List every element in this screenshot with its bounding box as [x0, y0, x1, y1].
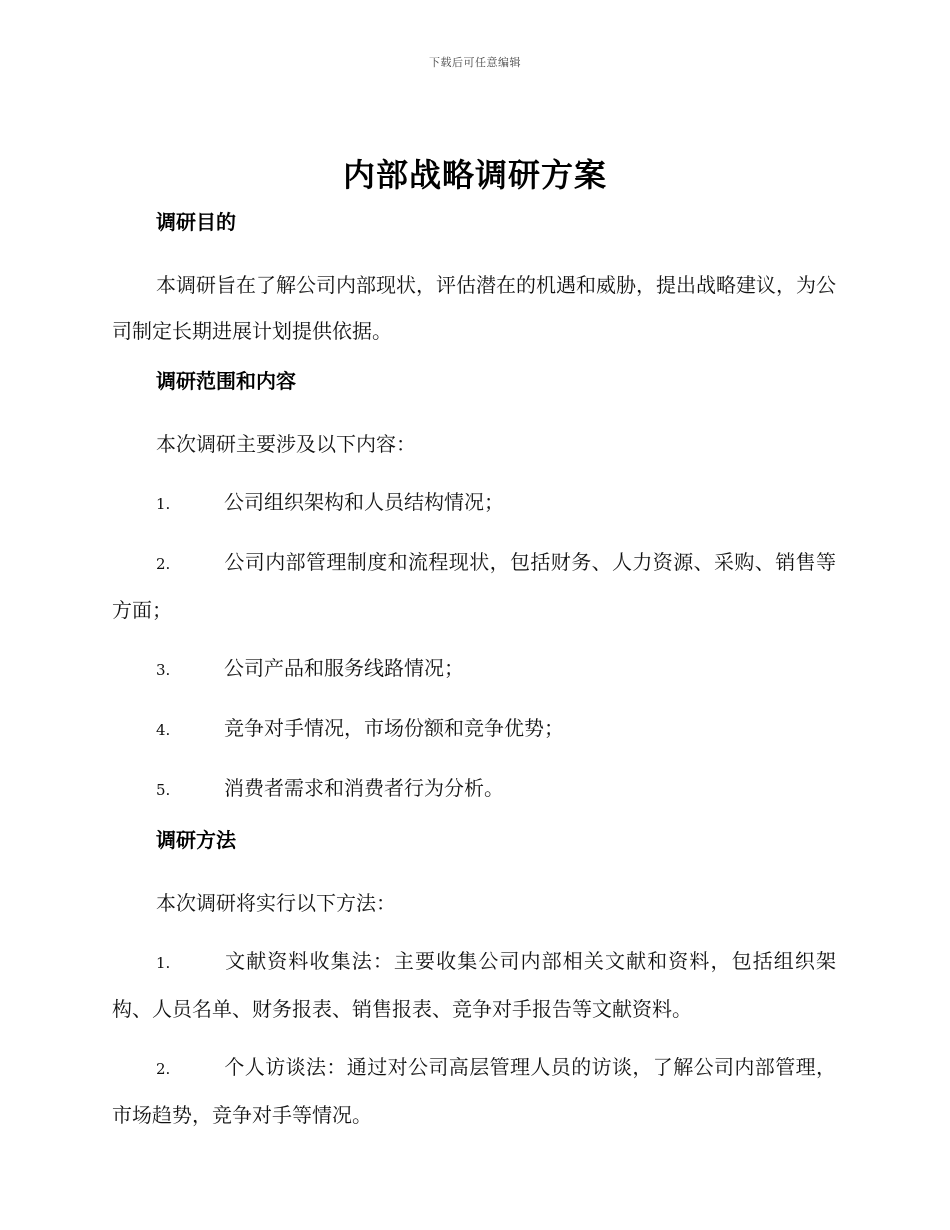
scope-list-item — [112, 645, 836, 693]
section-heading-scope: 调研范围和内容 — [156, 369, 296, 393]
list-number: 4. — [156, 721, 171, 739]
list-text: 个人访谈法：通过对公司高层管理人员的访谈，了解公司内部管理，市场趋势，竞争对手等情况。 — [112, 1055, 836, 1127]
list-text: 公司内部管理制度和流程现状，包括财务、人力资源、采购、销售等方面； — [112, 550, 836, 622]
list-number: 1. — [156, 954, 171, 972]
list-number: 2. — [156, 555, 171, 573]
document-body — [112, 205, 836, 1150]
list-text: 消费者需求和消费者行为分析。 — [224, 776, 504, 800]
list-number: 5. — [156, 781, 171, 799]
list-number: 3. — [156, 661, 171, 679]
method-list-item — [112, 1044, 836, 1138]
scope-intro: 本次调研主要涉及以下内容： — [156, 432, 416, 456]
list-text: 竞争对手情况，市场份额和竞争优势； — [224, 716, 564, 740]
purpose-paragraph: 本调研旨在了解公司内部现状，评估潜在的机遇和威胁，提出战略建议，为公司制定长期进展计划提供依据。 — [112, 273, 836, 343]
list-text: 文献资料收集法：主要收集公司内部相关文献和资料，包括组织架构、人员名单、财务报表、销售报表、竞争对手报告等文献资料。 — [112, 949, 836, 1021]
scope-list-item — [112, 479, 836, 527]
section-heading-purpose: 调研目的 — [156, 210, 236, 234]
scope-list-item — [112, 539, 836, 633]
scope-list-item — [112, 705, 836, 753]
method-intro: 本次调研将实行以下方法： — [156, 891, 396, 915]
list-number: 1. — [156, 495, 171, 513]
list-text: 公司产品和服务线路情况； — [224, 656, 464, 680]
list-text: 公司组织架构和人员结构情况； — [224, 490, 504, 514]
method-list-item — [112, 938, 836, 1032]
section-heading-method: 调研方法 — [156, 828, 236, 852]
document-title: 内部战略调研方案 — [342, 156, 607, 194]
list-number: 2. — [156, 1060, 171, 1078]
scope-list-item — [112, 765, 836, 813]
header-note: 下载后可任意编辑 — [429, 56, 521, 69]
